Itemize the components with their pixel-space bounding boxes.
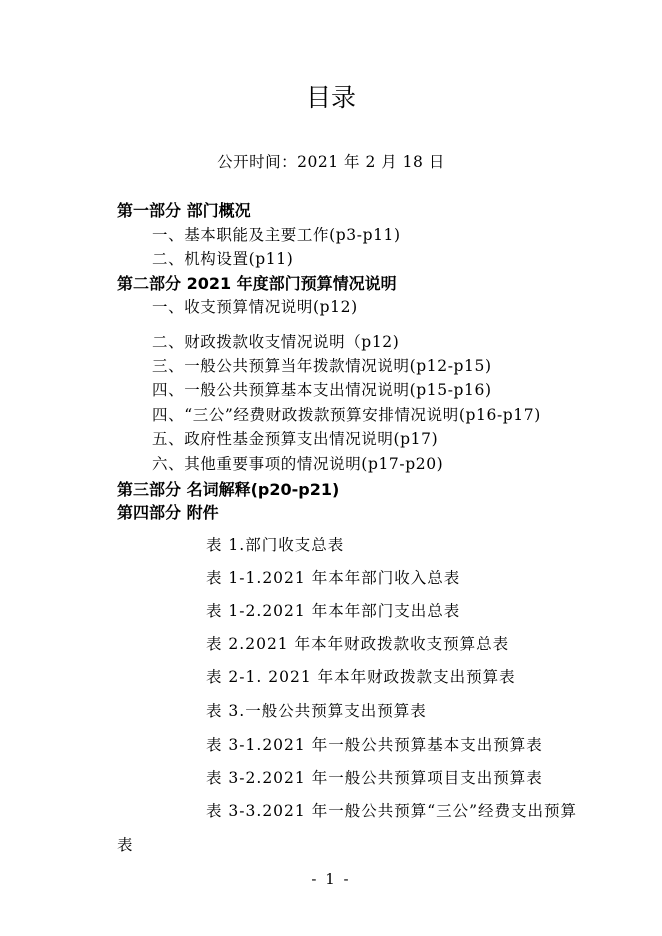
attachment-table-item: 表 3.一般公共预算支出预算表 [206, 702, 427, 720]
attachment-table-item: 表 2.2021 年本年财政拨款收支预算总表 [206, 635, 510, 653]
attachment-table-continuation: 表 [117, 836, 133, 854]
toc-item: 四、一般公共预算基本支出情况说明(p15-p16) [152, 381, 492, 399]
toc-item: 二、财政拨款收支情况说明（p12) [152, 333, 400, 351]
page-number: - 1 - [311, 870, 351, 888]
part-heading-2: 第二部分 2021 年度部门预算情况说明 [117, 274, 397, 293]
document-title: 目录 [305, 83, 356, 112]
attachment-table-item: 表 1-2.2021 年本年部门支出总表 [206, 602, 461, 620]
toc-item: 五、政府性基金预算支出情况说明(p17) [152, 430, 439, 448]
part-heading-4: 第四部分 附件 [117, 503, 219, 522]
toc-item: 一、基本职能及主要工作(p3-p11) [152, 226, 401, 244]
attachment-table-item: 表 3-2.2021 年一般公共预算项目支出预算表 [206, 769, 543, 787]
toc-item: 一、收支预算情况说明(p12) [152, 298, 358, 316]
attachment-table-item: 表 1.部门收支总表 [206, 536, 345, 554]
part-heading-3: 第三部分 名词解释(p20-p21) [117, 480, 340, 499]
attachment-table-item: 表 3-1.2021 年一般公共预算基本支出预算表 [206, 736, 543, 754]
publish-date: 公开时间：2021 年 2 月 18 日 [217, 153, 445, 171]
toc-item: 六、其他重要事项的情况说明(p17-p20) [152, 455, 444, 473]
toc-item: 二、机构设置(p11) [152, 250, 294, 268]
attachment-table-item: 表 2-1. 2021 年本年财政拨款支出预算表 [206, 668, 516, 686]
attachment-table-item: 表 3-3.2021 年一般公共预算“三公”经费支出预算 [206, 802, 578, 820]
toc-item: 四、“三公”经费财政拨款预算安排情况说明(p16-p17) [152, 406, 541, 424]
part-heading-1: 第一部分 部门概况 [117, 201, 251, 220]
attachment-table-item: 表 1-1.2021 年本年部门收入总表 [206, 569, 461, 587]
toc-item: 三、一般公共预算当年拨款情况说明(p12-p15) [152, 357, 492, 375]
